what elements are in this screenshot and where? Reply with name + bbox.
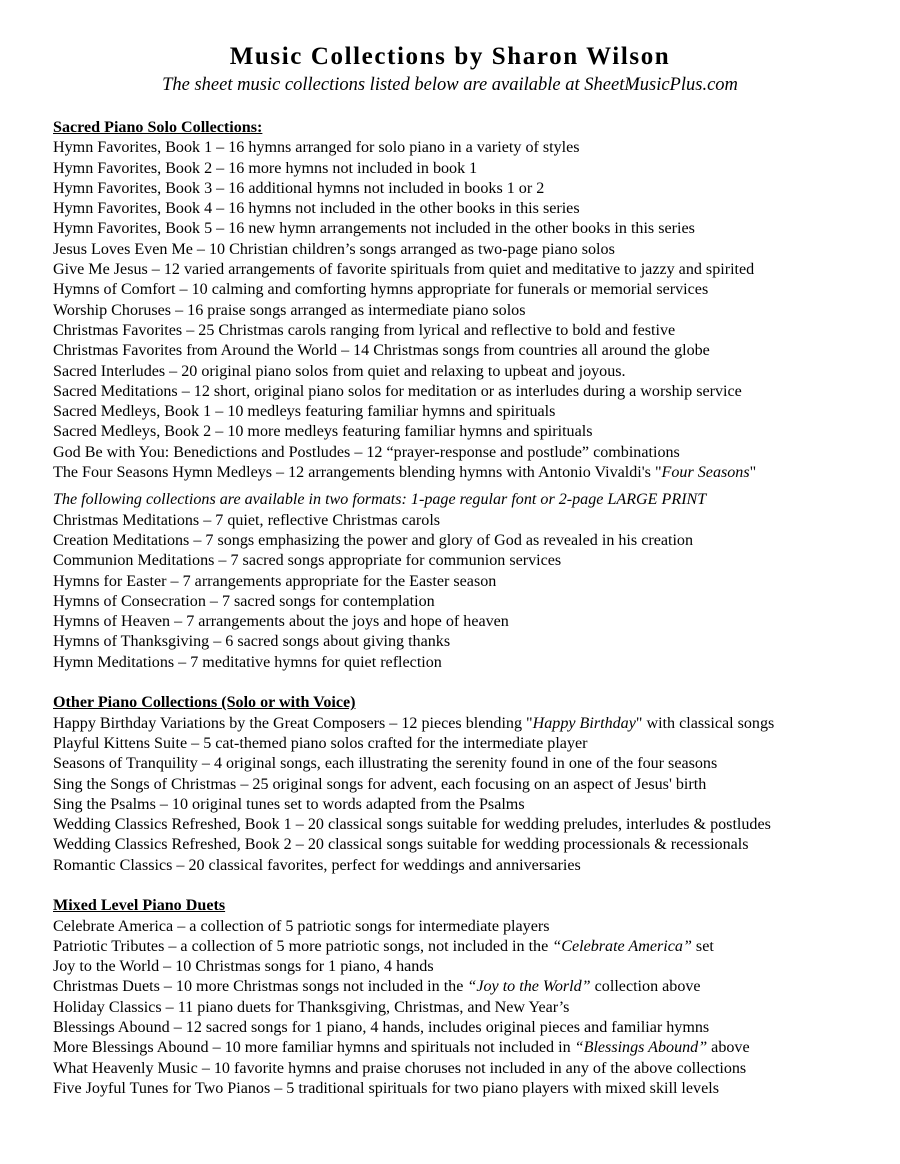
section-heading: Other Piano Collections (Solo or with Voice)	[53, 694, 356, 712]
item-italic-title: “Joy to the World”	[467, 978, 591, 996]
list-item: Playful Kittens Suite – 5 cat-themed piano solos crafted for the intermediate player	[53, 734, 588, 752]
list-item: Hymn Meditations – 7 meditative hymns for quiet reflection	[53, 653, 442, 671]
list-item: Seasons of Tranquility – 4 original songs, each illustrating the serenity found in one of the four seasons	[53, 755, 718, 773]
formats-note: The following collections are available in two formats: 1-page regular font or 2-page LARGE PRINT	[53, 491, 707, 509]
list-item-four-seasons	[53, 463, 883, 483]
list-item-patriotic	[53, 937, 883, 957]
list-item: Hymns of Thanksgiving – 6 sacred songs about giving thanks	[53, 633, 451, 651]
list-item: Christmas Favorites – 25 Christmas carols ranging from lyrical and reflective to bold and festive	[53, 321, 676, 339]
list-item: Sacred Medleys, Book 2 – 10 more medleys featuring familiar hymns and spirituals	[53, 423, 593, 441]
list-item: Christmas Favorites from Around the World – 14 Christmas songs from countries all around the globe	[53, 342, 710, 360]
list-item: What Heavenly Music – 10 favorite hymns and praise choruses not included in any of the above collections	[53, 1059, 747, 1077]
list-item: Sacred Medleys, Book 1 – 10 medleys featuring familiar hymns and spirituals	[53, 403, 556, 421]
list-item: Romantic Classics – 20 classical favorites, perfect for weddings and anniversaries	[53, 856, 581, 874]
list-item: Hymns of Comfort – 10 calming and comforting hymns appropriate for funerals or memorial services	[53, 281, 709, 299]
list-item: Jesus Loves Even Me – 10 Christian children’s songs arranged as two-page piano solos	[53, 240, 615, 258]
section-other-piano	[53, 693, 883, 876]
list-item-more-blessings	[53, 1038, 883, 1058]
section-heading: Sacred Piano Solo Collections:	[53, 119, 263, 136]
item-text: "	[749, 464, 757, 482]
list-item-christmas-duets	[53, 977, 883, 997]
list-item: Communion Meditations – 7 sacred songs appropriate for communion services	[53, 552, 562, 570]
item-text: The Four Seasons Hymn Medleys – 12 arrangements blending hymns with Antonio Vivaldi's "	[53, 464, 662, 482]
list-item: Sacred Meditations – 12 short, original piano solos for meditation or as interludes during a worship service	[53, 382, 742, 400]
section-sacred-piano-solo	[53, 118, 883, 673]
list-item: Hymn Favorites, Book 2 – 16 more hymns not included in book 1	[53, 159, 478, 177]
list-item: Christmas Meditations – 7 quiet, reflective Christmas carols	[53, 511, 441, 529]
item-text: set	[691, 937, 714, 955]
list-item: Celebrate America – a collection of 5 patriotic songs for intermediate players	[53, 917, 550, 935]
item-italic-title: “Celebrate America”	[552, 937, 692, 955]
list-item: Sacred Interludes – 20 original piano solos from quiet and relaxing to upbeat and joyous.	[53, 362, 626, 380]
list-item: Sing the Songs of Christmas – 25 original songs for advent, each focusing on an aspect of Jesus' birth	[53, 775, 707, 793]
list-item: Hymn Favorites, Book 5 – 16 new hymn arrangements not included in the other books in this series	[53, 220, 695, 238]
list-item: Hymn Favorites, Book 4 – 16 hymns not included in the other books in this series	[53, 200, 580, 218]
page-title: Music Collections by Sharon Wilson	[229, 43, 671, 70]
item-italic-title: “Blessings Abound”	[574, 1039, 708, 1057]
list-item: Holiday Classics – 11 piano duets for Thanksgiving, Christmas, and New Year’s	[53, 998, 570, 1016]
list-item: Wedding Classics Refreshed, Book 1 – 20 classical songs suitable for wedding preludes, interludes & postludes	[53, 816, 771, 834]
list-item: Creation Meditations – 7 songs emphasizing the power and glory of God as revealed in his creation	[53, 531, 694, 549]
list-item: God Be with You: Benedictions and Postludes – 12 “prayer-response and postlude” combinations	[53, 443, 680, 461]
item-text: Happy Birthday Variations by the Great Composers – 12 pieces blending "	[53, 714, 533, 732]
list-item: Hymn Favorites, Book 3 – 16 additional hymns not included in books 1 or 2	[53, 179, 545, 197]
item-text: Patriotic Tributes – a collection of 5 more patriotic songs, not included in the	[53, 937, 553, 955]
item-italic-title: Four Seasons	[661, 464, 750, 482]
item-italic-title: Happy Birthday	[532, 714, 636, 732]
page-subtitle: The sheet music collections listed below are available at SheetMusicPlus.com	[162, 75, 738, 95]
section-heading: Mixed Level Piano Duets	[53, 897, 226, 915]
list-item: Wedding Classics Refreshed, Book 2 – 20 classical songs suitable for wedding processionals & recessionals	[53, 836, 749, 854]
list-item: Give Me Jesus – 12 varied arrangements of favorite spirituals from quiet and meditative to jazzy and spirited	[53, 261, 755, 279]
list-item: Blessings Abound – 12 sacred songs for 1 piano, 4 hands, includes original pieces and familiar hymns	[53, 1019, 710, 1037]
list-item: Worship Choruses – 16 praise songs arranged as intermediate piano solos	[53, 301, 526, 319]
list-item: Hymn Favorites, Book 1 – 16 hymns arranged for solo piano in a variety of styles	[53, 139, 580, 157]
list-item: Five Joyful Tunes for Two Pianos – 5 traditional spirituals for two piano players with mixed skill levels	[53, 1079, 719, 1097]
section-piano-duets	[53, 896, 883, 1099]
item-text: collection above	[590, 978, 701, 996]
document-body	[53, 118, 883, 1099]
list-item: Hymns of Consecration – 7 sacred songs for contemplation	[53, 592, 435, 610]
list-item: Hymns of Heaven – 7 arrangements about the joys and hope of heaven	[53, 613, 509, 631]
item-text: above	[707, 1039, 750, 1057]
list-item: Hymns for Easter – 7 arrangements appropriate for the Easter season	[53, 572, 497, 590]
list-item: Joy to the World – 10 Christmas songs for 1 piano, 4 hands	[53, 958, 434, 976]
list-item: Sing the Psalms – 10 original tunes set to words adapted from the Psalms	[53, 795, 525, 813]
item-text: Christmas Duets – 10 more Christmas songs not included in the	[53, 978, 468, 996]
spacer	[53, 483, 883, 490]
list-item-happy-birthday	[53, 714, 883, 734]
item-text: More Blessings Abound – 10 more familiar hymns and spirituals not included in	[53, 1039, 575, 1057]
item-text: " with classical songs	[635, 714, 775, 732]
